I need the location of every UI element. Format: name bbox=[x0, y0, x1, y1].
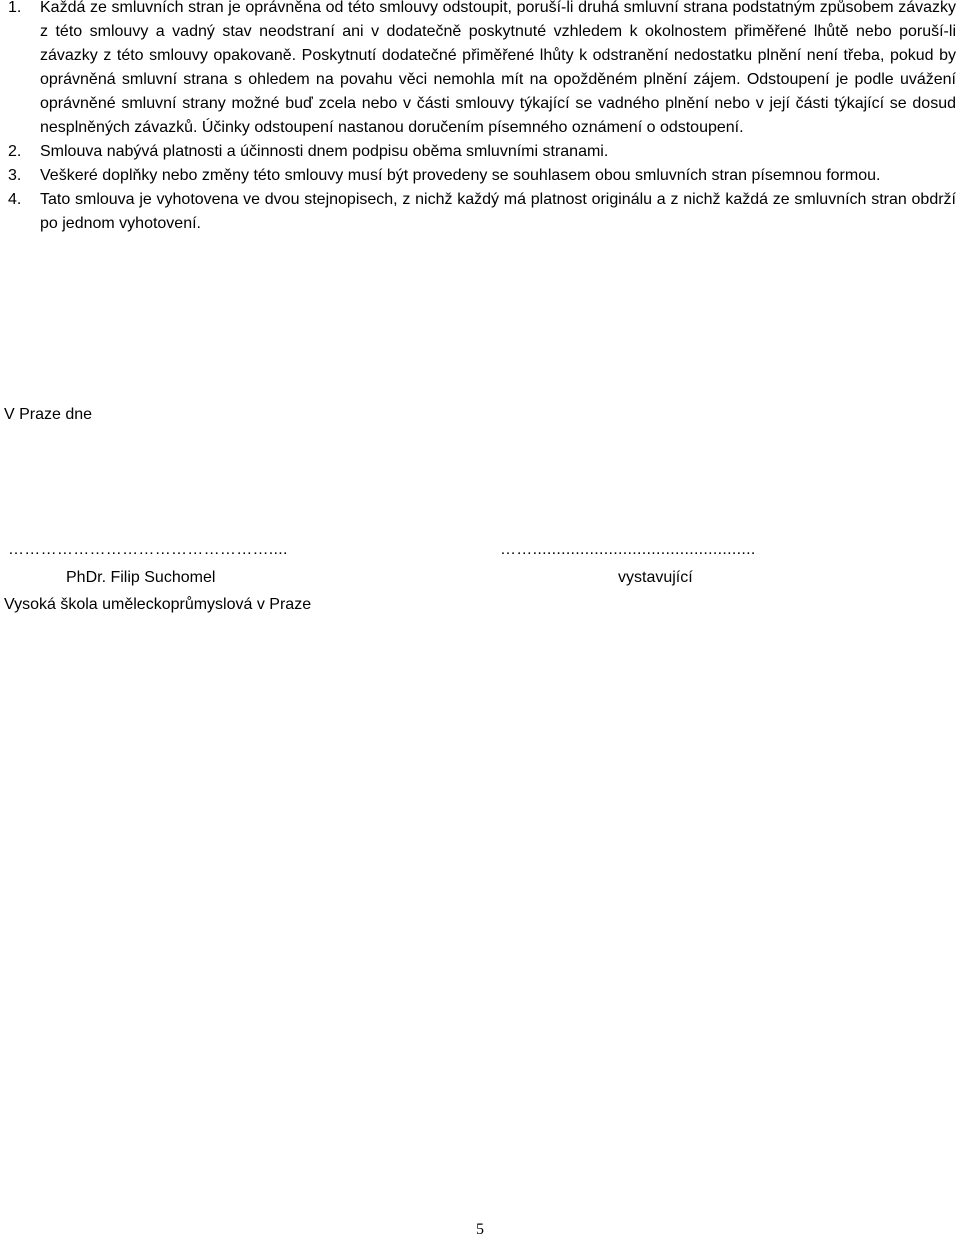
clause-text: Každá ze smluvních stran je oprávněna od této smlouvy odstoupit, poruší-li druhá smluvní strana podstatným způsobem závazky z této smlouvy a vadný stav neodstraní ani v dodatečně poskytnuté vzhledem k okolnostem přiměřené lhůtě nebo poruší-li závazky z této smlouvy opakovaně. Poskytnutí dodatečné přiměřené lhůty k odstranění nedostatku plnění není třeba, pokud by oprávněná smluvní strana s ohledem na povahu věci nemohla mít na opožděném plnění zájem. Odstoupení je podle uvážení oprávněné smluvní strany možné buď zcela nebo v části smlouvy týkající se vadného plnění nebo v její části týkající se dosud nesplněných závazků. Účinky odstoupení nastanou doručením písemného oznámení o odstoupení. bbox=[40, 0, 956, 136]
clause-number: 1. bbox=[8, 0, 22, 16]
signatory-name-left: PhDr. Filip Suchomel bbox=[66, 569, 216, 586]
signatory-name-right: vystavující bbox=[618, 569, 693, 586]
clause-number: 3. bbox=[8, 167, 22, 184]
page-number: 5 bbox=[476, 1221, 484, 1238]
signature-line-left: ………………………………………….... bbox=[8, 541, 288, 558]
clause-number: 4. bbox=[8, 191, 22, 208]
clause-number: 2. bbox=[8, 143, 22, 160]
clause-text: Tato smlouva je vyhotovena ve dvou stejnopisech, z nichž každý má platnost originálu a z nichž každá ze smluvních stran obdrží po jednom vyhotovení. bbox=[40, 191, 956, 232]
clause-2 bbox=[0, 140, 960, 164]
place-date-line: V Praze dne bbox=[4, 406, 93, 423]
clause-3 bbox=[0, 164, 960, 188]
signature-line-right: ……............................................... bbox=[500, 541, 756, 558]
clause-list bbox=[0, 0, 960, 236]
clause-4 bbox=[0, 188, 960, 236]
clause-text: Veškeré doplňky nebo změny této smlouvy musí být provedeny se souhlasem obou smluvních stran písemnou formou. bbox=[40, 167, 881, 184]
clause-1 bbox=[0, 0, 960, 140]
clause-text: Smlouva nabývá platnosti a účinnosti dnem podpisu oběma smluvními stranami. bbox=[40, 143, 609, 160]
signatory-organization-left: Vysoká škola uměleckoprůmyslová v Praze bbox=[4, 596, 312, 613]
